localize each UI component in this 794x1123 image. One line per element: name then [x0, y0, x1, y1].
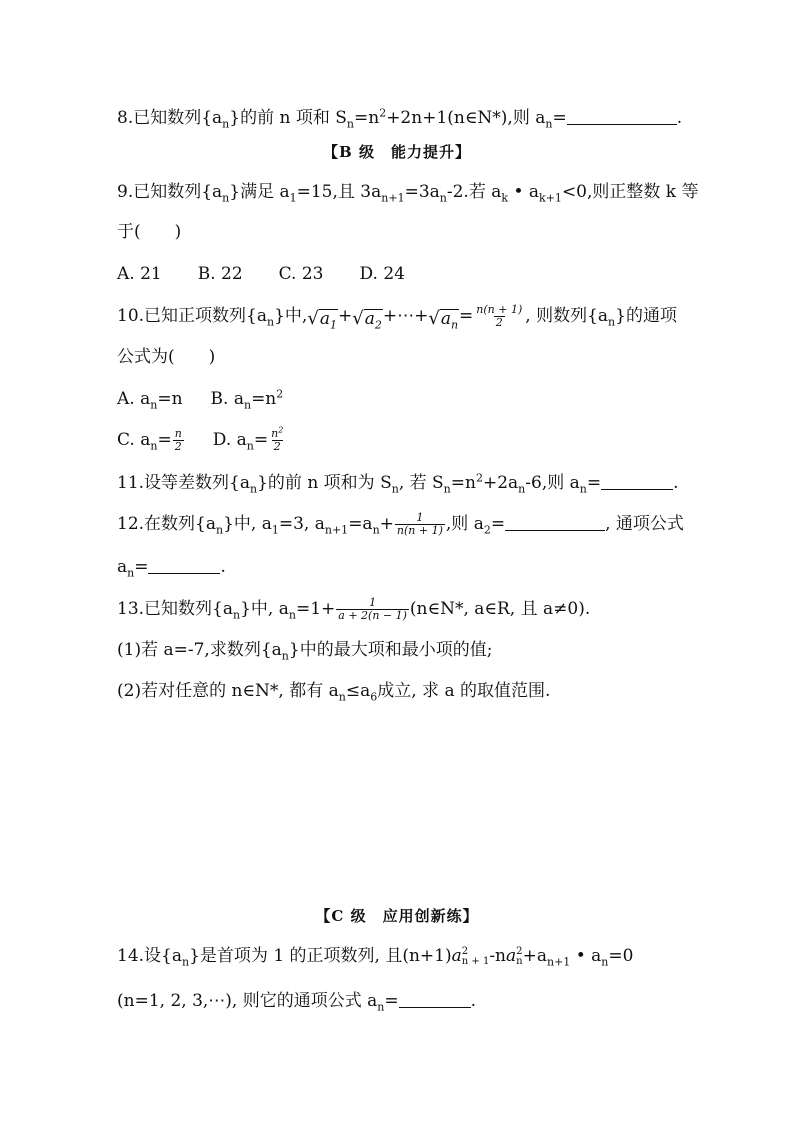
fraction-1-over-a2n1: $\frac{1}{a + 2(n - 1)}$	[338, 596, 407, 622]
q9-option-b[interactable]: B. 22	[197, 264, 243, 284]
section-b-heading: 【B 级 能力提升】	[323, 143, 471, 161]
fraction-n-n1-over-2: $\frac{n(n + 1)}{2}$	[476, 303, 523, 329]
sqrt-a1: √ $a_1$	[307, 308, 337, 332]
question-9-line-2: 于( )	[117, 222, 182, 242]
question-12-line-2: $a_n=$ .	[117, 557, 226, 580]
question-10-line-2: 公式为( )	[117, 347, 216, 367]
answer-blank-q12-a2[interactable]	[505, 530, 605, 531]
question-14-line-2: (n=1, 2, 3,⋯), 则它的通项公式 $a_n=$ .	[117, 991, 477, 1014]
question-10-options-ab	[117, 388, 283, 410]
q9-option-a[interactable]: A. 21	[117, 264, 162, 284]
q10-option-c[interactable]: C. $a_n=$ $\frac{n}{2}$	[117, 427, 182, 453]
q9-option-c[interactable]: C. 23	[278, 264, 324, 284]
sqrt-an: √ $a_n$	[428, 308, 459, 332]
q10-option-a[interactable]: A. $a_n=n$	[117, 389, 183, 412]
question-9-line-1: 9.已知数列$\{a_n\}$满足 $a_1=15$,且 $3a_{n+1}=3a_n-2$.若 $a_k$ • $a_{k+1}<0$,则正整数 k 等	[117, 182, 699, 205]
question-10-options-cd	[117, 425, 286, 453]
question-9-options	[117, 263, 405, 285]
question-12-line-1: 12.在数列$\{a_n\}$中, $a_1=3$, $a_{n+1}=a_n+$ $\frac{1}{n(n + 1)}$ ,则 $a_2=$ , 通项公式	[117, 511, 684, 537]
fraction-1-over-nn1: $\frac{1}{n(n + 1)}$	[396, 511, 443, 537]
q10-option-d[interactable]: D. $a_n=$ $\frac{n^2}{2}$	[212, 425, 284, 453]
answer-blank-q11[interactable]	[601, 489, 673, 490]
section-c-heading: 【C 级 应用创新练】	[315, 907, 479, 925]
question-8: 8.已知数列$\{a_n\}$的前 n 项和 $S_n=n^2+2n+1(n\in N*)$,则 $a_n=$ .	[117, 106, 683, 131]
answer-blank-q12-an[interactable]	[148, 573, 220, 574]
question-13-part-1: (1)若 a=-7,求数列$\{a_n\}$中的最大项和最小项的值;	[117, 640, 493, 663]
question-13-part-2: (2)若对任意的 n∈N*, 都有 $a_n\le a_6$成立, 求 a 的取值范围.	[117, 681, 551, 704]
sqrt-a2: √ $a_2$	[352, 308, 382, 332]
question-10-line-1: 10.已知正项数列$\{a_n\}$中, √ $a_1$ + √ $a_2$ +⋯+ √ $a_n$ = $\frac{n(n + 1)}{2}$ , 则数列$\{a_n\}$的通项	[117, 303, 677, 332]
answer-blank-q14[interactable]	[399, 1007, 471, 1008]
q9-option-d[interactable]: D. 24	[359, 264, 405, 284]
q10-option-b[interactable]: B. $a_n=n^2$	[210, 387, 284, 412]
answer-blank-q8[interactable]	[567, 124, 677, 125]
question-11: 11.设等差数列$\{a_n\}$的前 n 项和为 $S_n$, 若 $S_n=n^2+2a_n-6$,则 $a_n=$ .	[117, 471, 679, 496]
question-14-line-1: 14.设$\{a_n\}$是首项为 1 的正项数列, 且(n+1)a 2 n + 1 -na 2 n $+a_{n+1}$ • $a_n=0$	[117, 945, 634, 969]
question-13: 13.已知数列$\{a_n\}$中, $a_n=1+$ $\frac{1}{a + 2(n - 1)}$ (n∈N*, a∈R, 且 a≠0).	[117, 596, 591, 622]
